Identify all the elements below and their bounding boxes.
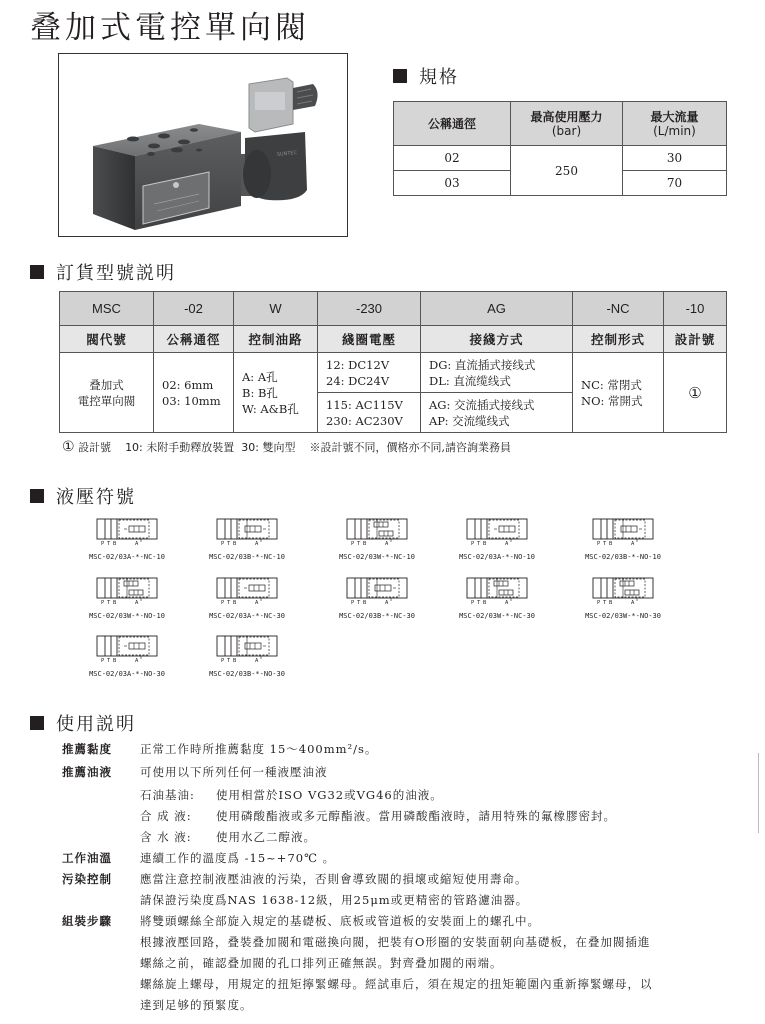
voltage-dc-cell: 12: DC12V 24: DC24V xyxy=(318,353,421,393)
order-code: -NC xyxy=(573,292,664,326)
hydraulic-symbol xyxy=(62,517,192,567)
usage-oil-type: 石油基油: 使用相當於ISO VG32或VG46的油液。 xyxy=(140,788,443,802)
port-label: T xyxy=(603,541,607,547)
port-labels xyxy=(211,658,283,666)
port-label: B xyxy=(233,658,237,664)
port-labels xyxy=(91,600,163,608)
hydraulic-symbol xyxy=(312,517,442,567)
design-mark: ① xyxy=(62,439,75,455)
port-label: A xyxy=(631,541,635,547)
usage-oil: 推薦油液 可使用以下所列任何一種液壓油液 xyxy=(62,765,328,779)
symbol-label: MSC-02/03A-*-NO-10 xyxy=(459,553,535,561)
valve-image xyxy=(59,54,347,236)
order-name: 設計號 xyxy=(664,326,727,353)
usage-oil-type: 合 成 液: 使用磷酸酯液或多元醇酯液。當用磷酸酯液時，請用特殊的氟橡膠密封。 xyxy=(140,809,616,823)
port-label: B xyxy=(609,600,613,606)
usage-oil-type: 含 水 液: 使用水乙二醇液。 xyxy=(140,830,316,844)
port-label: P xyxy=(471,541,475,547)
port-label: P xyxy=(597,541,601,547)
spec-row xyxy=(394,146,727,171)
svg-text:SUNTEC: SUNTEC xyxy=(276,149,298,158)
port-label: A xyxy=(505,541,509,547)
symbol-label: MSC-02/03B-*-NO-30 xyxy=(209,670,285,678)
port-labels xyxy=(91,658,163,666)
scan-edge-line xyxy=(758,753,759,833)
hydraulic-symbol xyxy=(558,576,688,626)
order-code: -02 xyxy=(154,292,234,326)
hydraulic-symbol xyxy=(182,634,312,684)
order-footnote: ① 設計號 10: 未附手動釋放裝置 30: 雙向型 ※設計號不同，價格亦不同,請咨詢業務員 xyxy=(62,439,511,455)
port-labels xyxy=(587,600,659,608)
port-label: T xyxy=(357,600,361,606)
spec-flow-cell: 70 xyxy=(623,171,727,196)
order-name: 綫圈電壓 xyxy=(318,326,421,353)
usage-assembly-line: 根據液壓回路，叠裝叠加閥和電磁換向閥，把裝有O形圈的安裝面朝向基礎板，在叠加閥插進 xyxy=(140,935,651,949)
spec-size-cell: 03 xyxy=(394,171,511,196)
port-label: B xyxy=(233,541,237,547)
port-label: P xyxy=(101,600,105,606)
port-label: T xyxy=(227,658,231,664)
port-labels xyxy=(341,600,413,608)
hydraulic-symbol xyxy=(312,576,442,626)
symbol-label: MSC-02/03B-*-NC-10 xyxy=(209,553,285,561)
port-label: T xyxy=(227,600,231,606)
square-bullet-icon xyxy=(30,265,44,279)
port-labels xyxy=(341,541,413,549)
symbol-label: MSC-02/03W-*-NC-30 xyxy=(459,612,535,620)
order-code: MSC xyxy=(60,292,154,326)
hydraulic-symbol xyxy=(62,634,192,684)
port-label: A xyxy=(135,541,139,547)
port-options-cell: A: A孔 B: B孔 W: A&B孔 xyxy=(234,353,318,433)
spec-table xyxy=(393,101,727,196)
spec-header-size: 公稱通徑 xyxy=(394,102,511,146)
order-name: 接綫方式 xyxy=(421,326,573,353)
section-heading-order xyxy=(30,259,176,285)
order-code: AG xyxy=(421,292,573,326)
port-label: P xyxy=(221,541,225,547)
port-label: A xyxy=(135,658,139,664)
port-label: T xyxy=(107,600,111,606)
port-label: B xyxy=(113,658,117,664)
section-title: 訂貨型號説明 xyxy=(56,263,176,284)
symbol-label: MSC-02/03A-*-NC-30 xyxy=(209,612,285,620)
order-name: 控制油路 xyxy=(234,326,318,353)
port-label: T xyxy=(227,541,231,547)
usage-contamination-note: 請保證污染度爲NAS 1638-12級，用25μm或更精密的管路濾油器。 xyxy=(140,893,529,907)
symbol-label: MSC-02/03W-*-NO-10 xyxy=(89,612,165,620)
hydraulic-symbol xyxy=(62,576,192,626)
wiring-ac-cell: AG: 交流插式接线式 AP: 交流缆线式 xyxy=(421,393,573,433)
symbol-label: MSC-02/03B-*-NC-30 xyxy=(339,612,415,620)
square-bullet-icon xyxy=(393,69,407,83)
square-bullet-icon xyxy=(30,489,44,503)
usage-assembly-line: 螺絲旋上螺母，用規定的扭矩擰緊螺母。經試車后，須在規定的扭矩範圍內重新擰緊螺母，以 xyxy=(140,977,653,991)
usage-contamination: 污染控制 應當注意控制液壓油液的污染，否則會導致閥的損壞或縮短使用壽命。 xyxy=(62,872,528,886)
port-label: P xyxy=(597,600,601,606)
order-code: -10 xyxy=(664,292,727,326)
order-table xyxy=(59,291,727,433)
port-label: P xyxy=(101,658,105,664)
symbol-label: MSC-02/03A-*-NO-30 xyxy=(89,670,165,678)
size-options-cell: 02: 6mm 03: 10mm xyxy=(154,353,234,433)
square-bullet-icon xyxy=(30,716,44,730)
port-labels xyxy=(211,600,283,608)
port-labels xyxy=(587,541,659,549)
spec-header-pressure: 最高使用壓力 (bar) xyxy=(511,102,623,146)
port-label: P xyxy=(471,600,475,606)
page-title: 叠加式電控單向閥 xyxy=(30,10,310,46)
usage-viscosity: 推薦黏度 正常工作時所推薦黏度 15～400mm²/s。 xyxy=(62,742,378,756)
control-type-cell: NC: 常閉式 NO: 常開式 xyxy=(573,353,664,433)
hydraulic-symbol xyxy=(432,517,562,567)
section-title: 液壓符號 xyxy=(56,487,136,508)
port-label: B xyxy=(483,541,487,547)
order-code-row xyxy=(60,292,727,326)
voltage-ac-cell: 115: AC115V 230: AC230V xyxy=(318,393,421,433)
port-label: A xyxy=(385,541,389,547)
order-code: W xyxy=(234,292,318,326)
port-label: T xyxy=(107,658,111,664)
wiring-dc-cell: DG: 直流插式接线式 DL: 直流缆线式 xyxy=(421,353,573,393)
port-label: B xyxy=(609,541,613,547)
port-label: A xyxy=(255,541,259,547)
section-heading-usage xyxy=(30,710,136,736)
hydraulic-symbol xyxy=(182,576,312,626)
valve-desc-cell: 叠加式 電控單向閥 xyxy=(60,353,154,433)
port-label: A xyxy=(385,600,389,606)
port-label: B xyxy=(233,600,237,606)
order-body-row xyxy=(60,353,727,393)
port-label: T xyxy=(107,541,111,547)
port-label: P xyxy=(351,600,355,606)
spec-size-cell: 02 xyxy=(394,146,511,171)
spec-pressure-cell: 250 xyxy=(511,146,623,196)
port-label: A xyxy=(135,600,139,606)
order-name: 閥代號 xyxy=(60,326,154,353)
section-title: 使用説明 xyxy=(56,714,136,735)
spec-header-flow: 最大流量 (L/min) xyxy=(623,102,727,146)
port-label: P xyxy=(221,658,225,664)
usage-assembly-line: 達到足够的預緊度。 xyxy=(140,998,253,1012)
port-label: P xyxy=(351,541,355,547)
port-labels xyxy=(91,541,163,549)
order-name: 控制形式 xyxy=(573,326,664,353)
port-label: A xyxy=(631,600,635,606)
spec-header-row xyxy=(394,102,727,146)
port-label: P xyxy=(101,541,105,547)
usage-assembly-line: 螺絲之前，確認叠加閥的孔口排列正確無誤。對齊叠加閥的兩端。 xyxy=(140,956,503,970)
port-label: T xyxy=(477,600,481,606)
port-label: A xyxy=(255,658,259,664)
section-title: 規格 xyxy=(419,67,459,88)
port-label: A xyxy=(505,600,509,606)
design-mark-cell: ① xyxy=(664,353,727,433)
hydraulic-symbol xyxy=(558,517,688,567)
usage-temperature: 工作油溫 連續工作的溫度爲 -15~+70℃ 。 xyxy=(62,851,336,865)
order-name: 公稱通徑 xyxy=(154,326,234,353)
product-photo xyxy=(58,53,348,237)
port-label: T xyxy=(477,541,481,547)
usage-assembly: 組裝步驟 將雙頭螺絲全部旋入規定的基礎板、底板或管道板的安裝面上的螺孔中。 xyxy=(62,914,540,928)
port-label: A xyxy=(255,600,259,606)
order-code: -230 xyxy=(318,292,421,326)
symbol-label: MSC-02/03W-*-NC-10 xyxy=(339,553,415,561)
symbol-label: MSC-02/03W-*-NO-30 xyxy=(585,612,661,620)
port-label: B xyxy=(483,600,487,606)
symbol-label: MSC-02/03A-*-NC-10 xyxy=(89,553,165,561)
port-label: B xyxy=(113,600,117,606)
port-label: T xyxy=(603,600,607,606)
port-label: T xyxy=(357,541,361,547)
port-label: P xyxy=(221,600,225,606)
section-heading-spec xyxy=(393,63,459,89)
order-name-row xyxy=(60,326,727,353)
port-labels xyxy=(461,541,533,549)
section-heading-symbols xyxy=(30,483,136,509)
port-label: B xyxy=(113,541,117,547)
hydraulic-symbol xyxy=(182,517,312,567)
port-label: B xyxy=(363,600,367,606)
symbol-label: MSC-02/03B-*-NO-10 xyxy=(585,553,661,561)
spec-flow-cell: 30 xyxy=(623,146,727,171)
port-labels xyxy=(461,600,533,608)
port-labels xyxy=(211,541,283,549)
hydraulic-symbol xyxy=(432,576,562,626)
port-label: B xyxy=(363,541,367,547)
